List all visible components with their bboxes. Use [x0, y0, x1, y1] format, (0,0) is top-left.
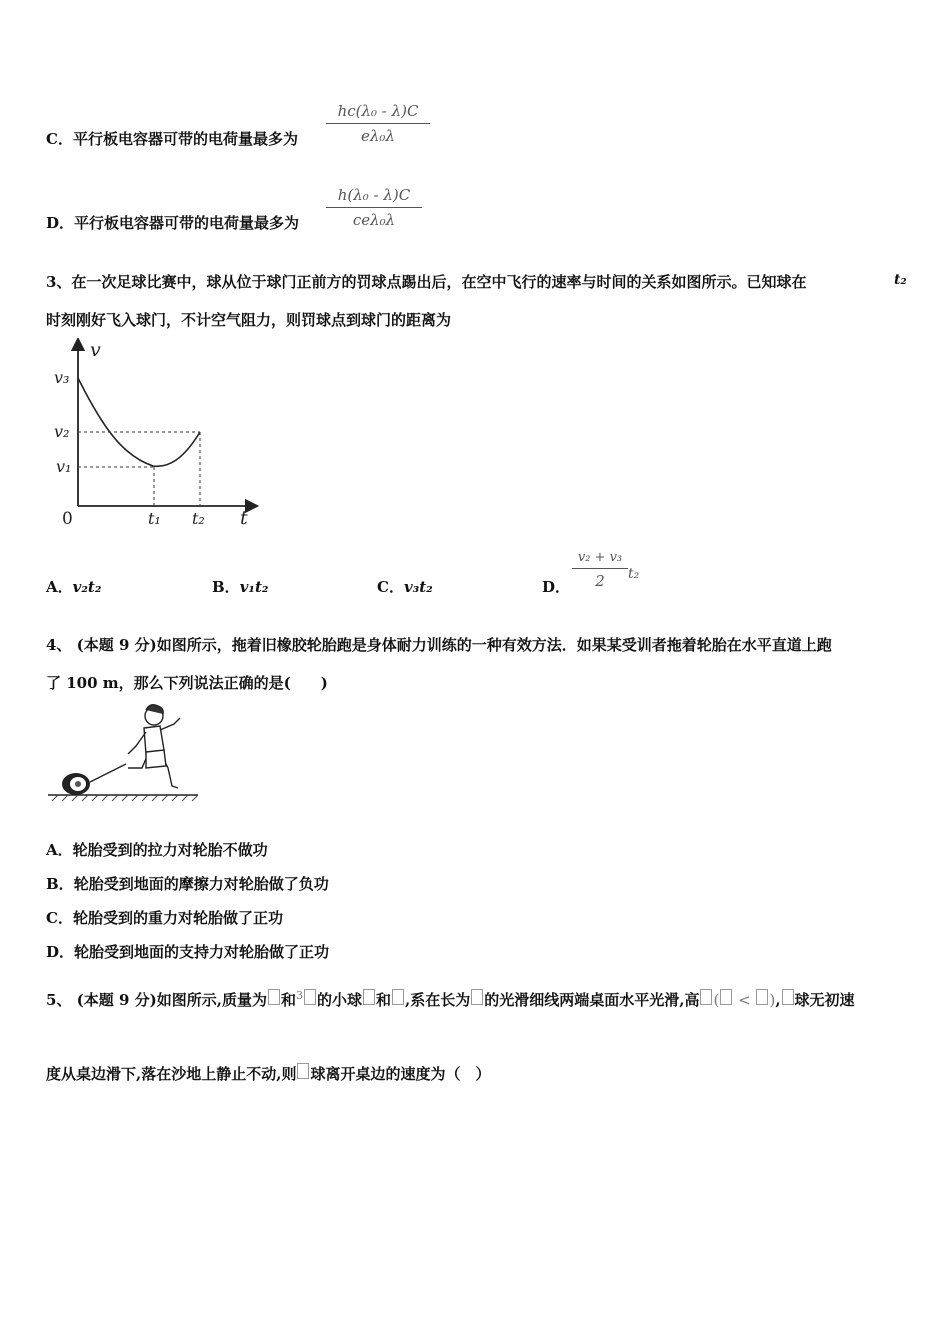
- q2-option-d[interactable]: [46, 212, 299, 233]
- option-text: v₂t₂: [72, 578, 102, 596]
- formula-numerator: v₂ + v₃: [577, 550, 623, 565]
- velocity-time-graph: [48, 338, 263, 533]
- missing-symbol-icon: [782, 989, 794, 1005]
- speed-curve: [78, 378, 200, 466]
- missing-symbol-icon: [471, 989, 483, 1005]
- q5-text: 5、 (本题 9 分)如图所示,质量为: [46, 991, 267, 1009]
- q3-line1-text: 3、在一次足球比赛中，球从位于球门正前方的罚球点踢出后，在空中飞行的速率与时间的关系如图所示。已知球在: [46, 273, 807, 291]
- q5-coefficient: 3: [295, 989, 303, 1002]
- t2-label: t₂: [192, 509, 205, 528]
- q4-option-b[interactable]: [46, 873, 329, 894]
- formula-denominator: 2: [595, 572, 605, 590]
- q3-option-c[interactable]: [377, 576, 433, 597]
- q4-stem-line2: 了 100 m，那么下列说法正确的是( ): [46, 674, 328, 692]
- q5-paren: ): [769, 991, 776, 1009]
- q3-d-formula: [572, 550, 628, 590]
- q5-text: ,: [775, 991, 781, 1009]
- option-text: v₁t₂: [239, 578, 269, 596]
- option-text: v₃t₂: [403, 578, 433, 596]
- option-label: D．: [46, 943, 75, 961]
- q4-stem-line1: 4、 (本题 9 分)如图所示，拖着旧橡胶轮胎跑是身体耐力训练的一种有效方法．如果某受训者拖着轮胎在水平直道上跑: [46, 636, 832, 654]
- missing-symbol-icon: [756, 989, 768, 1005]
- q3-option-b[interactable]: [212, 576, 268, 597]
- q5-paren: (: [713, 991, 720, 1009]
- tire-icon: [62, 773, 90, 795]
- q5-text: 的光滑细线两端桌面水平光滑,高: [484, 991, 700, 1009]
- q5-text: 球离开桌边的速度为（ ）: [310, 1065, 491, 1083]
- option-label: C．: [377, 578, 404, 596]
- missing-symbol-icon: [700, 989, 712, 1005]
- option-text: 平行板电容器可带的电荷量最多为: [74, 214, 300, 232]
- option-text: 轮胎受到的重力对轮胎做了正功: [72, 909, 283, 927]
- option-label: C．: [46, 130, 73, 148]
- q4-option-a[interactable]: [46, 839, 268, 860]
- fraction-bar: [326, 207, 422, 208]
- y-axis-label: v: [90, 339, 101, 361]
- v2-label: v₂: [54, 422, 70, 441]
- option-text: 轮胎受到的拉力对轮胎不做功: [72, 841, 268, 859]
- q5-stem-line2: [46, 1063, 490, 1084]
- runner-tire-illustration: [48, 700, 200, 802]
- option-label: D．: [542, 578, 571, 596]
- option-label: B．: [46, 875, 74, 893]
- formula-numerator: hc(λ₀ - λ)C: [337, 102, 419, 120]
- fraction-bar: [326, 123, 430, 124]
- fraction-bar: [572, 568, 628, 569]
- q5-stem-line1: [46, 989, 855, 1010]
- q5-text: 和: [280, 991, 296, 1009]
- q5-text: 和: [376, 991, 392, 1009]
- option-label: A．: [46, 578, 73, 596]
- option-label: B．: [212, 578, 240, 596]
- option-label: C．: [46, 909, 73, 927]
- q5-text: 的小球: [316, 991, 362, 1009]
- formula-denominator: ceλ₀λ: [352, 211, 396, 229]
- q4-option-d[interactable]: [46, 941, 329, 962]
- q5-text: ,系在长为: [405, 991, 471, 1009]
- q5-text: 度从桌边滑下,落在沙地上静止不动,则: [46, 1065, 297, 1083]
- option-label: A．: [46, 841, 73, 859]
- q3-option-d[interactable]: [542, 576, 570, 597]
- missing-symbol-icon: [297, 1063, 309, 1079]
- option-text: 轮胎受到地面的摩擦力对轮胎做了负功: [73, 875, 329, 893]
- missing-symbol-icon: [392, 989, 404, 1005]
- formula-denominator: eλ₀λ: [361, 127, 395, 145]
- q3-d-tail: t₂: [628, 566, 640, 582]
- q2-c-formula: [326, 102, 430, 145]
- t1-label: t₁: [148, 509, 161, 528]
- tow-rope: [90, 764, 126, 782]
- q3-stem-line2: 时刻刚好飞入球门，不计空气阻力，则罚球点到球门的距离为: [46, 311, 452, 329]
- missing-symbol-icon: [268, 989, 280, 1005]
- v3-label: v₃: [54, 368, 70, 387]
- missing-symbol-icon: [720, 989, 732, 1005]
- missing-symbol-icon: [304, 989, 316, 1005]
- option-text: 平行板电容器可带的电荷量最多为: [72, 130, 298, 148]
- runner-icon: [128, 705, 180, 788]
- q3-line1-end: t₂: [894, 272, 907, 288]
- q5-compare: <: [733, 991, 756, 1009]
- v1-label: v₁: [56, 457, 72, 476]
- missing-symbol-icon: [363, 989, 375, 1005]
- q3-option-a[interactable]: [46, 576, 101, 597]
- option-text: 轮胎受到地面的支持力对轮胎做了正功: [74, 943, 330, 961]
- q5-text: 球无初速: [794, 991, 855, 1009]
- x-axis-label: t: [240, 507, 248, 529]
- option-label: D．: [46, 214, 75, 232]
- q4-option-c[interactable]: [46, 907, 283, 928]
- origin-label: 0: [62, 509, 73, 529]
- q2-option-c[interactable]: [46, 128, 298, 149]
- q2-d-formula: [326, 186, 422, 229]
- q3-stem-line1: [46, 271, 806, 292]
- formula-numerator: h(λ₀ - λ)C: [337, 186, 411, 204]
